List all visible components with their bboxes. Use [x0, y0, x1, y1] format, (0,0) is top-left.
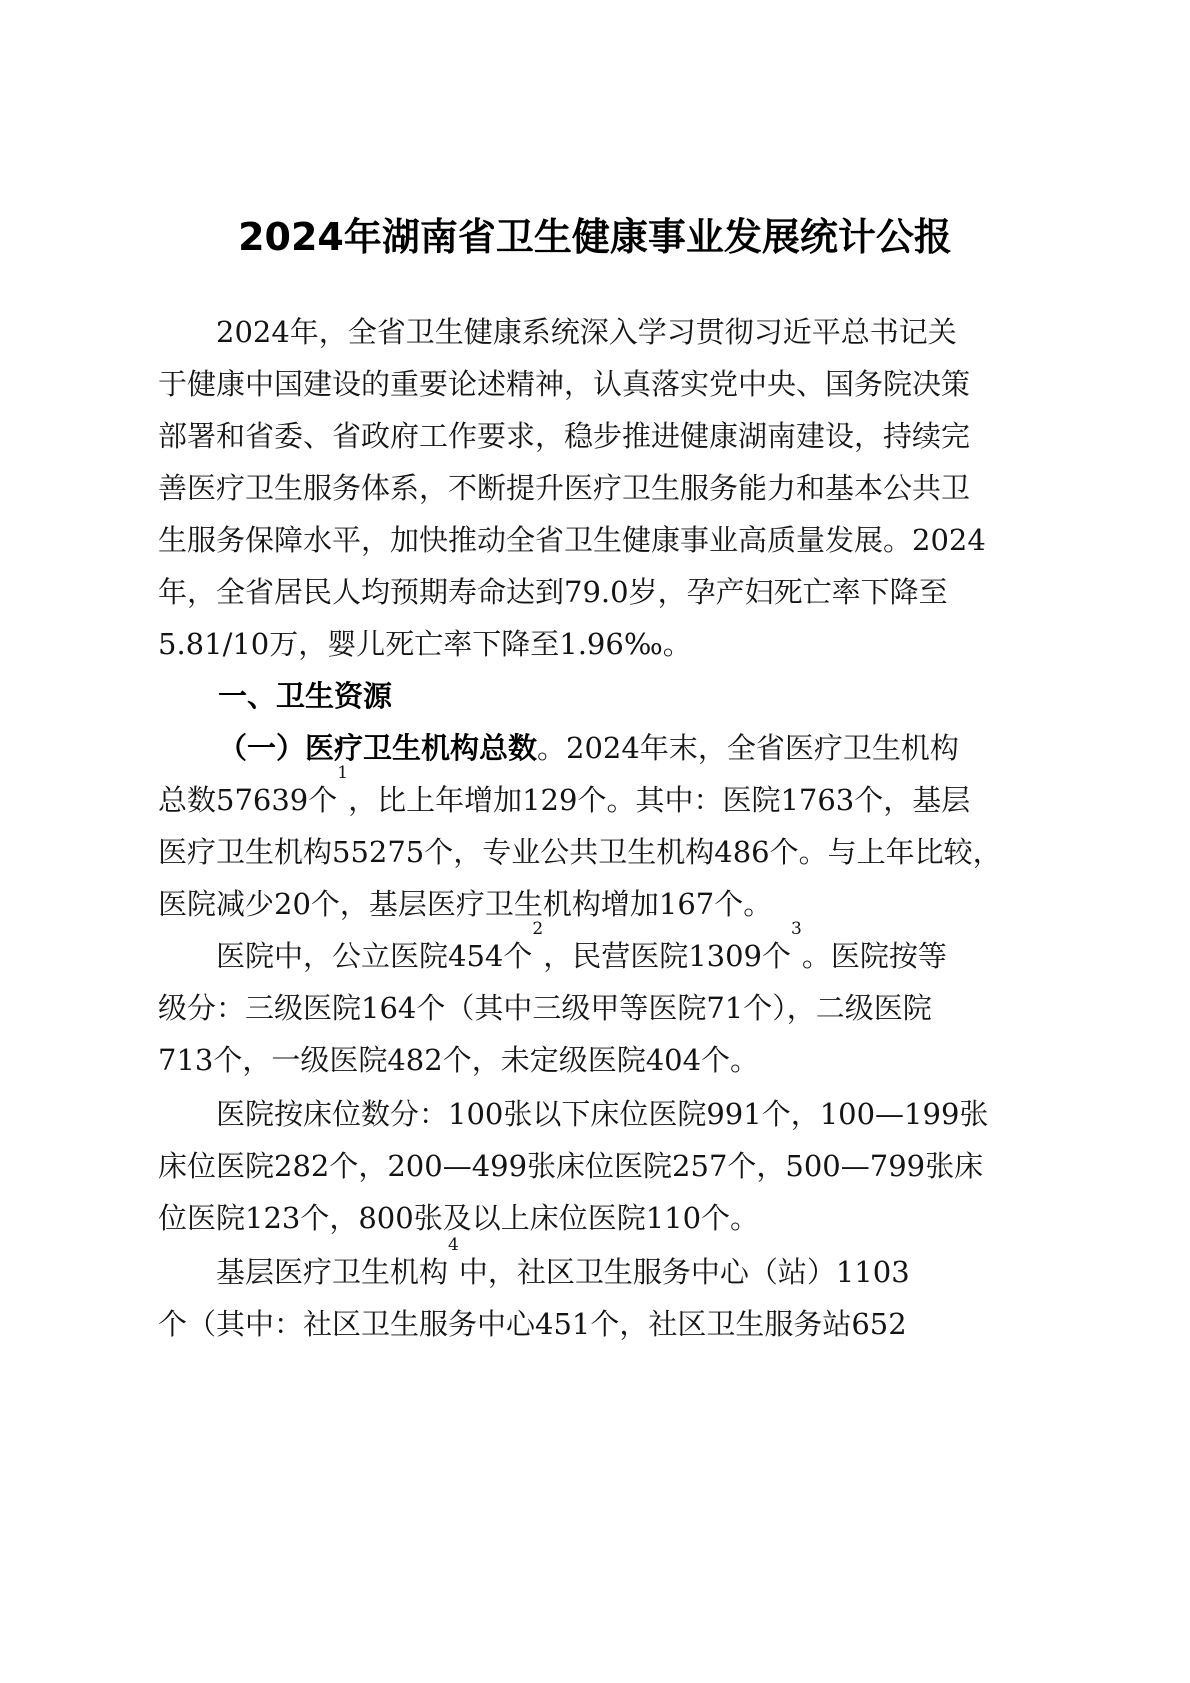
paragraph-line [158, 919, 1034, 983]
intro-line: 5.81/10万，婴儿死亡率下降至1.96‰。 [158, 627, 692, 661]
footnote-mark: 3 [791, 919, 802, 939]
paragraph-line: 713个，一级医院482个，未定级医院404个。 [158, 1043, 760, 1077]
footnote-mark: 2 [532, 919, 544, 939]
subsection-line: 医疗卫生机构55275个，专业公共卫生机构486个。与上年比较， [158, 835, 1002, 869]
subsection-label: （一）医疗卫生机构总数 [218, 731, 538, 765]
subsection-line [158, 763, 1034, 827]
paragraph-line: 床位医院282个，200—499张床位医院257个，500—799张床 [158, 1149, 984, 1183]
subsection-text: ，比上年增加129个。其中：医院1763个，基层 [348, 783, 971, 817]
paragraph-text: 基层医疗卫生机构 [158, 1255, 449, 1289]
intro-line: 部署和省委、省政府工作要求，稳步推进健康湖南建设，持续完 [158, 419, 971, 453]
paragraph-text: 中，社区卫生服务中心（站）1103 [458, 1255, 910, 1289]
subsection-text: 。2024年末，全省医疗卫生机构 [537, 731, 959, 765]
subsection-text: 总数57639个 [158, 783, 338, 817]
paragraph-text: 。医院按等 [801, 939, 947, 973]
footnote-mark: 4 [448, 1235, 459, 1255]
section-heading: 一、卫生资源 [218, 679, 393, 713]
intro-line: 善医疗卫生服务体系，不断提升医疗卫生服务能力和基本公共卫 [158, 471, 971, 505]
paragraph-line [158, 1235, 1034, 1299]
footnote-mark: 1 [337, 763, 349, 783]
paragraph-line: 级分：三级医院164个（其中三级甲等医院71个），二级医院 [158, 991, 932, 1025]
paragraph-line: 医院按床位数分：100张以下床位医院991个，100—199张 [158, 1097, 989, 1131]
paragraph-text: ，民营医院1309个 [543, 939, 791, 973]
intro-line: 于健康中国建设的重要论述精神，认真落实党中央、国务院决策 [158, 367, 971, 401]
paragraph-line: 个（其中：社区卫生服务中心451个，社区卫生服务站652 [158, 1307, 907, 1341]
intro-line: 2024年，全省卫生健康系统深入学习贯彻习近平总书记关 [158, 315, 957, 349]
intro-line: 年，全省居民人均预期寿命达到79.0岁，孕产妇死亡率下降至 [158, 575, 948, 609]
paragraph-line: 位医院123个，800张及以上床位医院110个。 [158, 1201, 760, 1235]
page-title: 2024年湖南省卫生健康事业发展统计公报 [238, 215, 952, 259]
subsection-line: 医院减少20个，基层医疗卫生机构增加167个。 [158, 887, 773, 921]
intro-line: 生服务保障水平，加快推动全省卫生健康事业高质量发展。2024 [158, 523, 986, 557]
paragraph-text: 医院中，公立医院454个 [158, 939, 533, 973]
